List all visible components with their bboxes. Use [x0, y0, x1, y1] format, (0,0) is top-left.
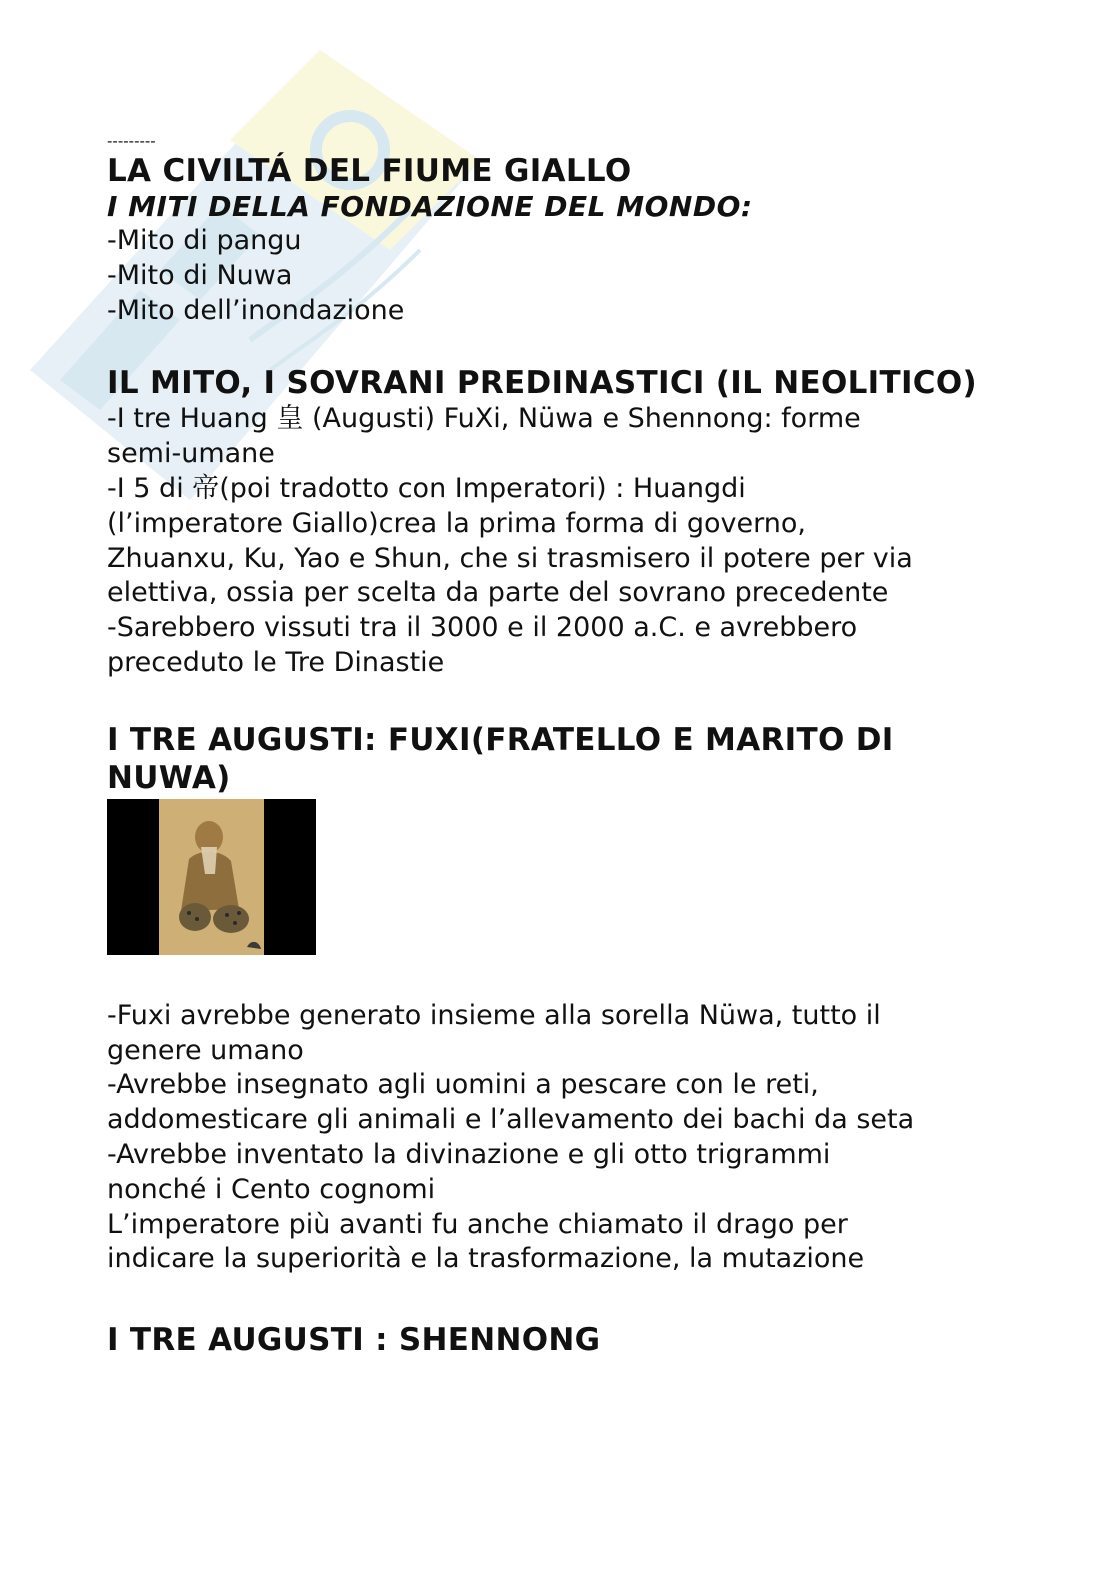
paragraph-line: -I tre Huang 皇 (Augusti) FuXi, Nüwa e Shennong: forme [107, 403, 861, 435]
document-page [107, 130, 1007, 1359]
section-heading-fuxi: I TRE AUGUSTI: FUXI(FRATELLO E MARITO DI NUWA) [107, 721, 894, 796]
paragraph-line: semi-umane [107, 438, 275, 470]
paragraph-line: indicare la superiorità e la trasformazione, la mutazione [107, 1243, 865, 1275]
fuxi-painting [159, 799, 264, 955]
paragraph-line: -Fuxi avrebbe generato insieme alla sorella Nüwa, tutto il [107, 999, 881, 1031]
myth-item: -Mito di Nuwa [107, 259, 293, 291]
paragraph-line: -Avrebbe insegnato agli uomini a pescare con le reti, [107, 1069, 819, 1101]
paragraph-line: addomesticare gli animali e l’allevamento dei bachi da seta [107, 1104, 915, 1136]
document-title: LA CIVILTÁ DEL FIUME GIALLO [107, 153, 632, 189]
paragraph-line: -I 5 di 帝(poi tradotto con Imperatori) : Huangdi [107, 472, 746, 504]
paragraph-line: L’imperatore più avanti fu anche chiamato il drago per [107, 1208, 848, 1240]
section-heading-predynastic: IL MITO, I SOVRANI PREDINASTICI (IL NEOLITICO) [107, 365, 977, 402]
fuxi-portrait-image [107, 799, 316, 955]
paragraph-line: elettiva, ossia per scelta da parte del sovrano precedente [107, 577, 889, 609]
paragraph-line: nonché i Cento cognomi [107, 1173, 436, 1205]
section-heading-shennong: I TRE AUGUSTI : SHENNONG [107, 1322, 601, 1359]
paragraph-line: Zhuanxu, Ku, Yao e Shun, che si trasmisero il potere per via [107, 542, 913, 574]
paragraph-line: (l’imperatore Giallo)crea la prima forma di governo, [107, 507, 806, 539]
document-subtitle: I MITI DELLA FONDAZIONE DEL MONDO: [107, 190, 753, 223]
paragraph-line: -Avrebbe inventato la divinazione e gli otto trigrammi [107, 1138, 831, 1170]
paragraph-line: genere umano [107, 1034, 304, 1066]
paragraph-line: preceduto le Tre Dinastie [107, 646, 445, 678]
paragraph-line: -Sarebbero vissuti tra il 3000 e il 2000 a.C. e avrebbero [107, 612, 858, 644]
myth-item: -Mito di pangu [107, 225, 302, 256]
separator-line: --------- [107, 132, 156, 150]
myth-item: -Mito dell’inondazione [107, 294, 405, 326]
